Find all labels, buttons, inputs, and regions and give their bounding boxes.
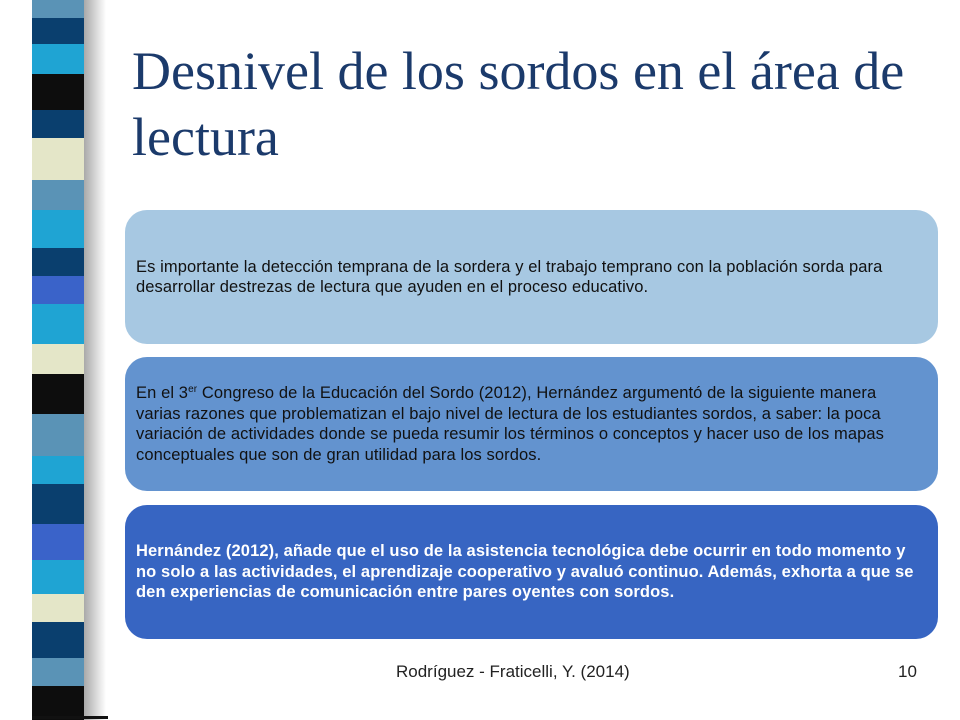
stripe-segment [32, 74, 84, 110]
content-box-1 [125, 210, 938, 344]
bottom-rule [32, 716, 108, 719]
stripe-segment [32, 210, 84, 248]
stripe-segment [32, 484, 84, 524]
ordinal-superscript: er [188, 384, 198, 395]
stripe-segment [32, 658, 84, 686]
stripe-segment [32, 374, 84, 414]
decorative-color-stripe [32, 0, 84, 720]
stripe-segment [32, 180, 84, 210]
stripe-segment [32, 344, 84, 374]
stripe-segment [32, 138, 84, 180]
content-box-2-text [136, 383, 920, 465]
stripe-segment [32, 414, 84, 456]
stripe-segment [32, 18, 84, 44]
stripe-shadow [84, 0, 106, 720]
stripe-segment [32, 0, 84, 18]
stripe-segment [32, 560, 84, 594]
content-box-2-text-rest: Congreso de la Educación del Sordo (2012), Hernández argumentó de la siguiente manera varias razones que problematizan el bajo nivel de lectura de los estudiantes sordos, a saber: la poca variación de actividades donde se pueda resumir los términos o conceptos y hacer uso de los mapas conceptuales que son de gran utilidad para los sordos. [136, 384, 885, 464]
content-box-1-text: Es importante la detección temprana de la sordera y el trabajo temprano con la población sorda para desarrollar destrezas de lectura que ayuden en el proceso educativo. [136, 257, 883, 296]
stripe-segment [32, 686, 84, 720]
stripe-segment [32, 456, 84, 484]
stripe-segment [32, 248, 84, 276]
stripe-segment [32, 622, 84, 658]
stripe-segment [32, 304, 84, 344]
stripe-segment [32, 44, 84, 74]
stripe-segment [32, 110, 84, 138]
content-box-3-text: Hernández (2012), añade que el uso de la asistencia tecnológica debe ocurrir en todo momento y no solo a las actividades, el aprendizaje cooperativo y avaluó continuo. Además, exhorta a que se den experiencias de comunicación entre pares oyentes con sordos. [136, 542, 914, 602]
slide-footer: Rodríguez - Fraticelli, Y. (2014) [396, 662, 630, 681]
stripe-segment [32, 524, 84, 560]
slide-page-number: 10 [898, 662, 917, 681]
stripe-segment [32, 594, 84, 622]
slide-title: Desnivel de los sordos en el área de lectura [132, 41, 905, 167]
content-box-3 [125, 505, 938, 639]
content-box-2 [125, 357, 938, 491]
content-box-2-text-start: En el 3 [136, 384, 189, 402]
